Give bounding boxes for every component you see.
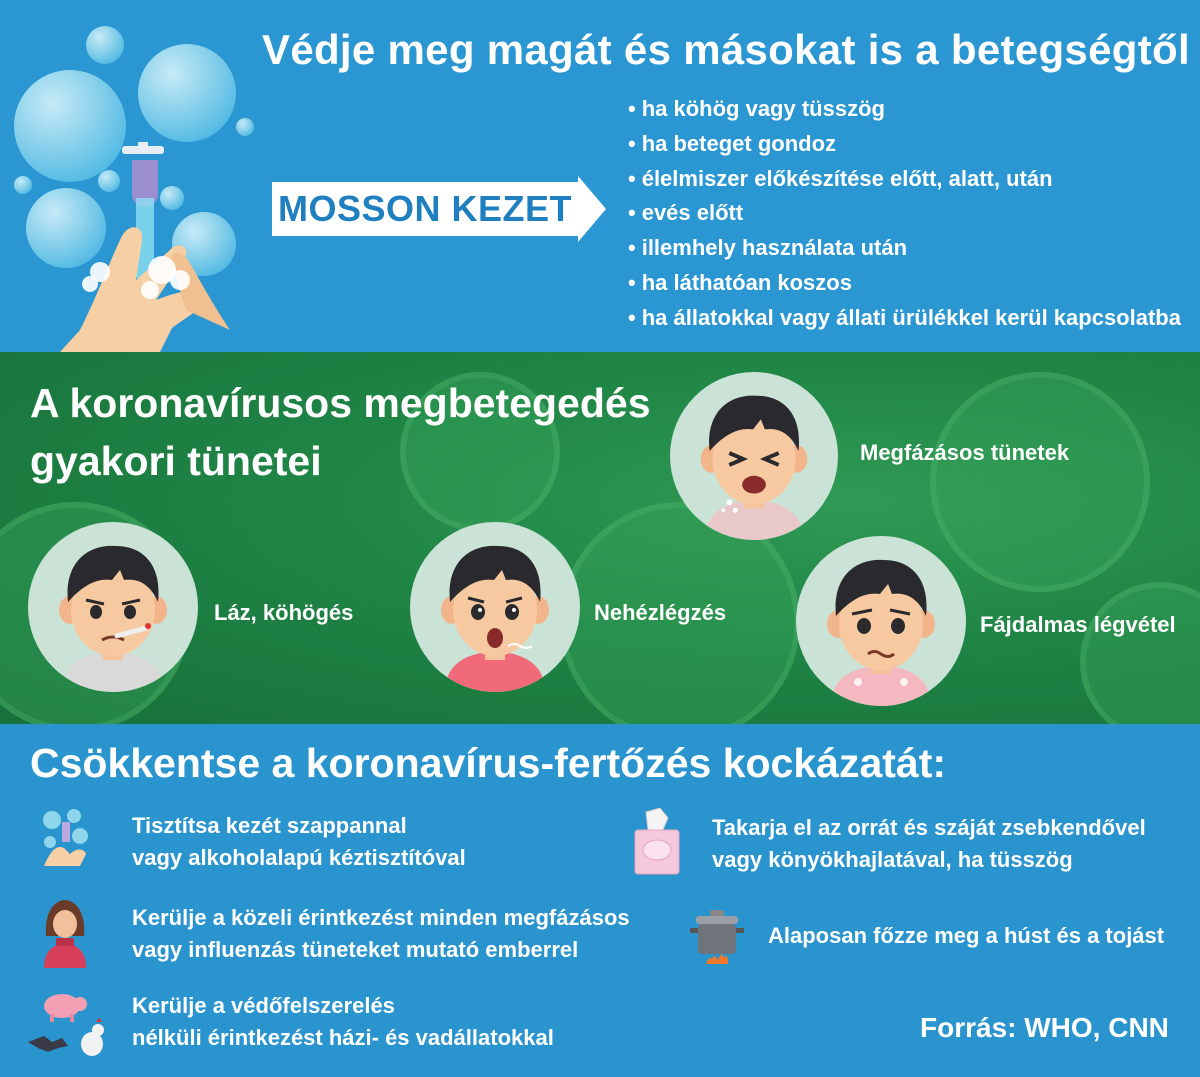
symptom-fever-label: Láz, köhögés — [214, 600, 354, 625]
list-item: • ha beteget gondoz — [628, 127, 1181, 162]
tip-avoid-animals — [132, 990, 554, 1054]
tip-avoid-contact-line2: vagy influenzás tüneteket mutató emberrel — [132, 937, 579, 962]
tip-avoid-animals-line1: Kerülje a védőfelszerelés — [132, 993, 395, 1018]
tip-handwash-line2: vagy alkoholalapú kéztisztítóval — [132, 845, 466, 870]
symptoms-title-line2: gyakori tünetei — [30, 438, 322, 484]
list-item: • ha láthatóan koszos — [628, 266, 1181, 301]
tip-handwash — [132, 810, 466, 874]
symptoms-section — [0, 352, 1200, 724]
symptom-pain-label: Fájdalmas légvétel — [980, 612, 1176, 637]
symptoms-title — [30, 374, 651, 490]
symptom-cold-label: Megfázásos tünetek — [860, 440, 1070, 465]
tip-handwash-line1: Tisztítsa kezét szappannal — [132, 813, 407, 838]
sick-person-icon — [42, 896, 88, 968]
tip-avoid-contact — [132, 902, 630, 966]
symptoms-title-line1: A koronavírusos megbetegedés — [30, 380, 651, 426]
tip-cook-food: Alaposan főzze meg a húst és a tojást — [768, 923, 1165, 948]
handwashing-title: Védje meg magát és másokat is a betegségtől — [262, 26, 1190, 73]
list-item: • illemhely használata után — [628, 231, 1181, 266]
faucet-hands-icon — [60, 140, 260, 352]
arrow-right-icon — [578, 176, 606, 242]
list-item: • evés előtt — [628, 196, 1181, 231]
tissue-box-icon — [632, 808, 682, 878]
prevention-section — [0, 724, 1200, 1077]
wash-occasions-list — [628, 92, 1181, 336]
tip-cover-mouth-line1: Takarja el az orrát és száját zsebkendővel — [712, 815, 1146, 840]
breathless-boy-icon — [410, 522, 580, 692]
tip-cover-mouth-line2: vagy könyökhajlatával, ha tüsszög — [712, 847, 1073, 872]
cooking-pot-icon — [690, 908, 744, 966]
symptom-breathing-label: Nehézlégzés — [594, 600, 727, 625]
wash-hands-callout: MOSSON KEZET — [272, 182, 578, 236]
handwash-icon — [40, 808, 92, 870]
handwashing-section — [0, 0, 1200, 352]
list-item: • ha állatokkal vagy állati ürülékkel kerül kapcsolatba — [628, 301, 1181, 336]
prevention-title: Csökkentse a koronavírus-fertőzés kockázatát: — [30, 740, 947, 786]
tip-avoid-animals-line2: nélküli érintkezést házi- és vadállatokkal — [132, 1025, 554, 1050]
fever-boy-icon — [28, 522, 198, 692]
list-item: • élelmiszer előkészítése előtt, alatt, után — [628, 162, 1181, 197]
tip-avoid-contact-line1: Kerülje a közeli érintkezést minden megfázásos — [132, 905, 630, 930]
tip-cover-mouth — [712, 812, 1146, 876]
animals-icon — [28, 990, 108, 1062]
list-item: • ha köhög vagy tüsszög — [628, 92, 1181, 127]
source-credit: Forrás: WHO, CNN — [920, 1012, 1169, 1043]
sneezing-boy-icon — [670, 372, 838, 540]
painful-breathing-boy-icon — [796, 536, 966, 706]
